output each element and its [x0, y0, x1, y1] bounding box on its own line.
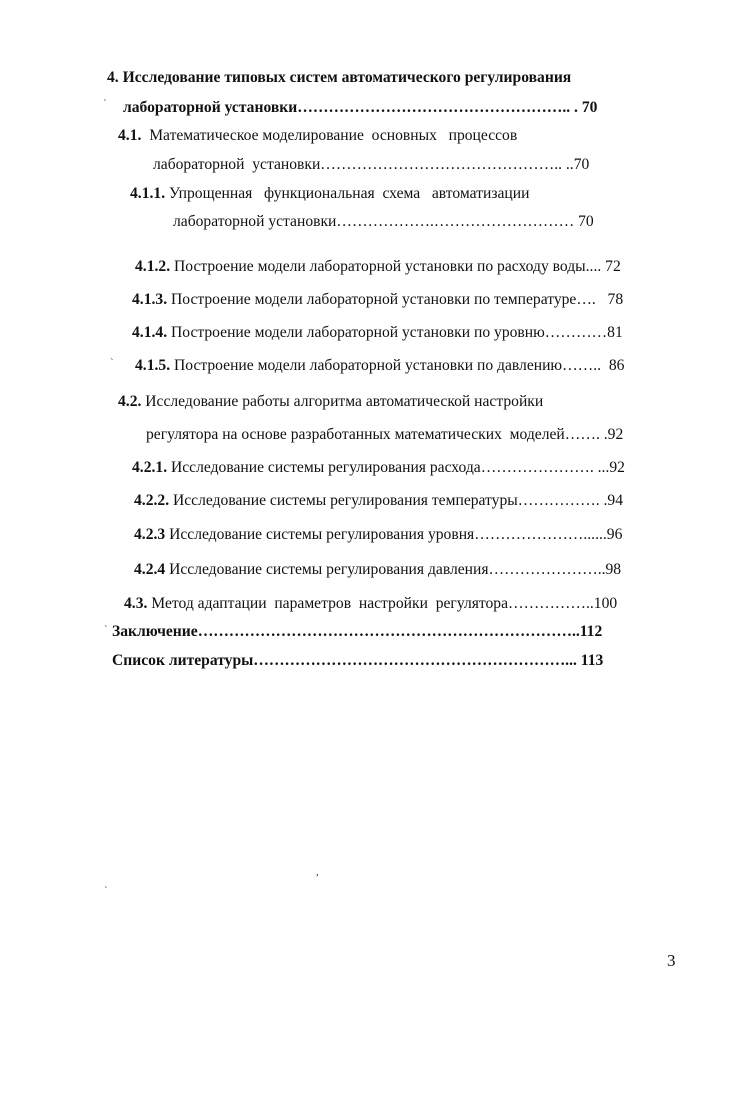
toc-entry-number: 4.2.: [118, 393, 142, 410]
toc-chapter-4-title: 4. Исследование типовых систем автоматического регулирования: [107, 69, 572, 86]
toc-entry-number: 4.1.1.: [130, 185, 166, 202]
toc-entry-text: Исследование работы алгоритма автоматической настройки: [141, 393, 544, 410]
toc-entry-4-1-1-cont: лабораторной установки……………….……………………… 70: [173, 213, 594, 230]
toc-entry-number: 4.1.5.: [135, 357, 171, 374]
toc-entry-number: 4.1.3.: [132, 291, 168, 308]
toc-entry-text: Построение модели лабораторной установки по давлению…….. 86: [170, 357, 625, 374]
toc-entry-4-2-4: [134, 560, 621, 580]
toc-entry-text: Метод адаптации параметров настройки регулятора……………..100: [147, 595, 618, 612]
scan-mark: `: [110, 357, 114, 369]
toc-entry-4-3: [124, 594, 617, 614]
scan-mark: `: [103, 98, 107, 110]
toc-entry-4-2-cont: регулятора на основе разработанных математических моделей……. .92: [146, 426, 624, 443]
toc-entry-4-1-2: [135, 257, 621, 277]
scan-mark: ,: [316, 866, 319, 878]
toc-chapter-4-title-cont: лабораторной установки…………………………………………….. . 70: [123, 99, 598, 116]
toc-entry-text: Построение модели лабораторной установки по уровню…………81: [167, 324, 623, 341]
toc-entry-4-2-1: [132, 458, 625, 478]
toc-references: Список литературы……………………………………………………... 113: [112, 652, 604, 669]
toc-entry-4-1-5: [135, 356, 624, 376]
toc-entry-4-1-3: [132, 290, 623, 310]
toc-entry-number: 4.1.4.: [132, 324, 168, 341]
toc-entry-text: Исследование системы регулирования температуры……………. .94: [169, 492, 623, 509]
toc-entry-4-2-2: [134, 491, 623, 511]
scan-mark: `: [104, 624, 108, 636]
toc-entry-number: 4.1.2.: [135, 258, 171, 275]
toc-entry-number: 4.2.1.: [132, 459, 168, 476]
toc-entry-text: Исследование системы регулирования уровня…………………......96: [165, 526, 623, 543]
toc-entry-text: Исследование системы регулирования расхода…………………. ...92: [167, 459, 625, 476]
toc-entry-4-2: [118, 392, 543, 412]
toc-entry-4-1: [118, 126, 517, 146]
toc-entry-number: 4.2.4: [134, 561, 166, 578]
toc-conclusion: Заключение………………………………………………………………..112: [112, 623, 603, 640]
page-number: 3: [667, 951, 676, 970]
toc-entry-number: 4.2.2.: [134, 492, 170, 509]
toc-entry-number: 4.3.: [124, 595, 148, 612]
scan-mark: `: [104, 885, 108, 897]
toc-entry-text: Построение модели лабораторной установки по температуре…. 78: [167, 291, 624, 308]
toc-entry-4-1-1: [130, 184, 529, 204]
toc-entry-4-1-cont: лабораторной установки……………………………………….. ..70: [153, 156, 590, 173]
toc-entry-text: Построение модели лабораторной установки по расходу воды.... 72: [170, 258, 621, 275]
toc-entry-number: 4.2.3: [134, 526, 166, 543]
toc-entry-text: Исследование системы регулирования давления…………………..98: [165, 561, 622, 578]
toc-entry-number: 4.1.: [118, 127, 142, 144]
toc-entry-text: Упрощенная функциональная схема автоматизации: [165, 185, 530, 202]
toc-entry-4-2-3: [134, 525, 622, 545]
toc-entry-text: Математическое моделирование основных процессов: [141, 127, 518, 144]
toc-entry-4-1-4: [132, 323, 623, 343]
